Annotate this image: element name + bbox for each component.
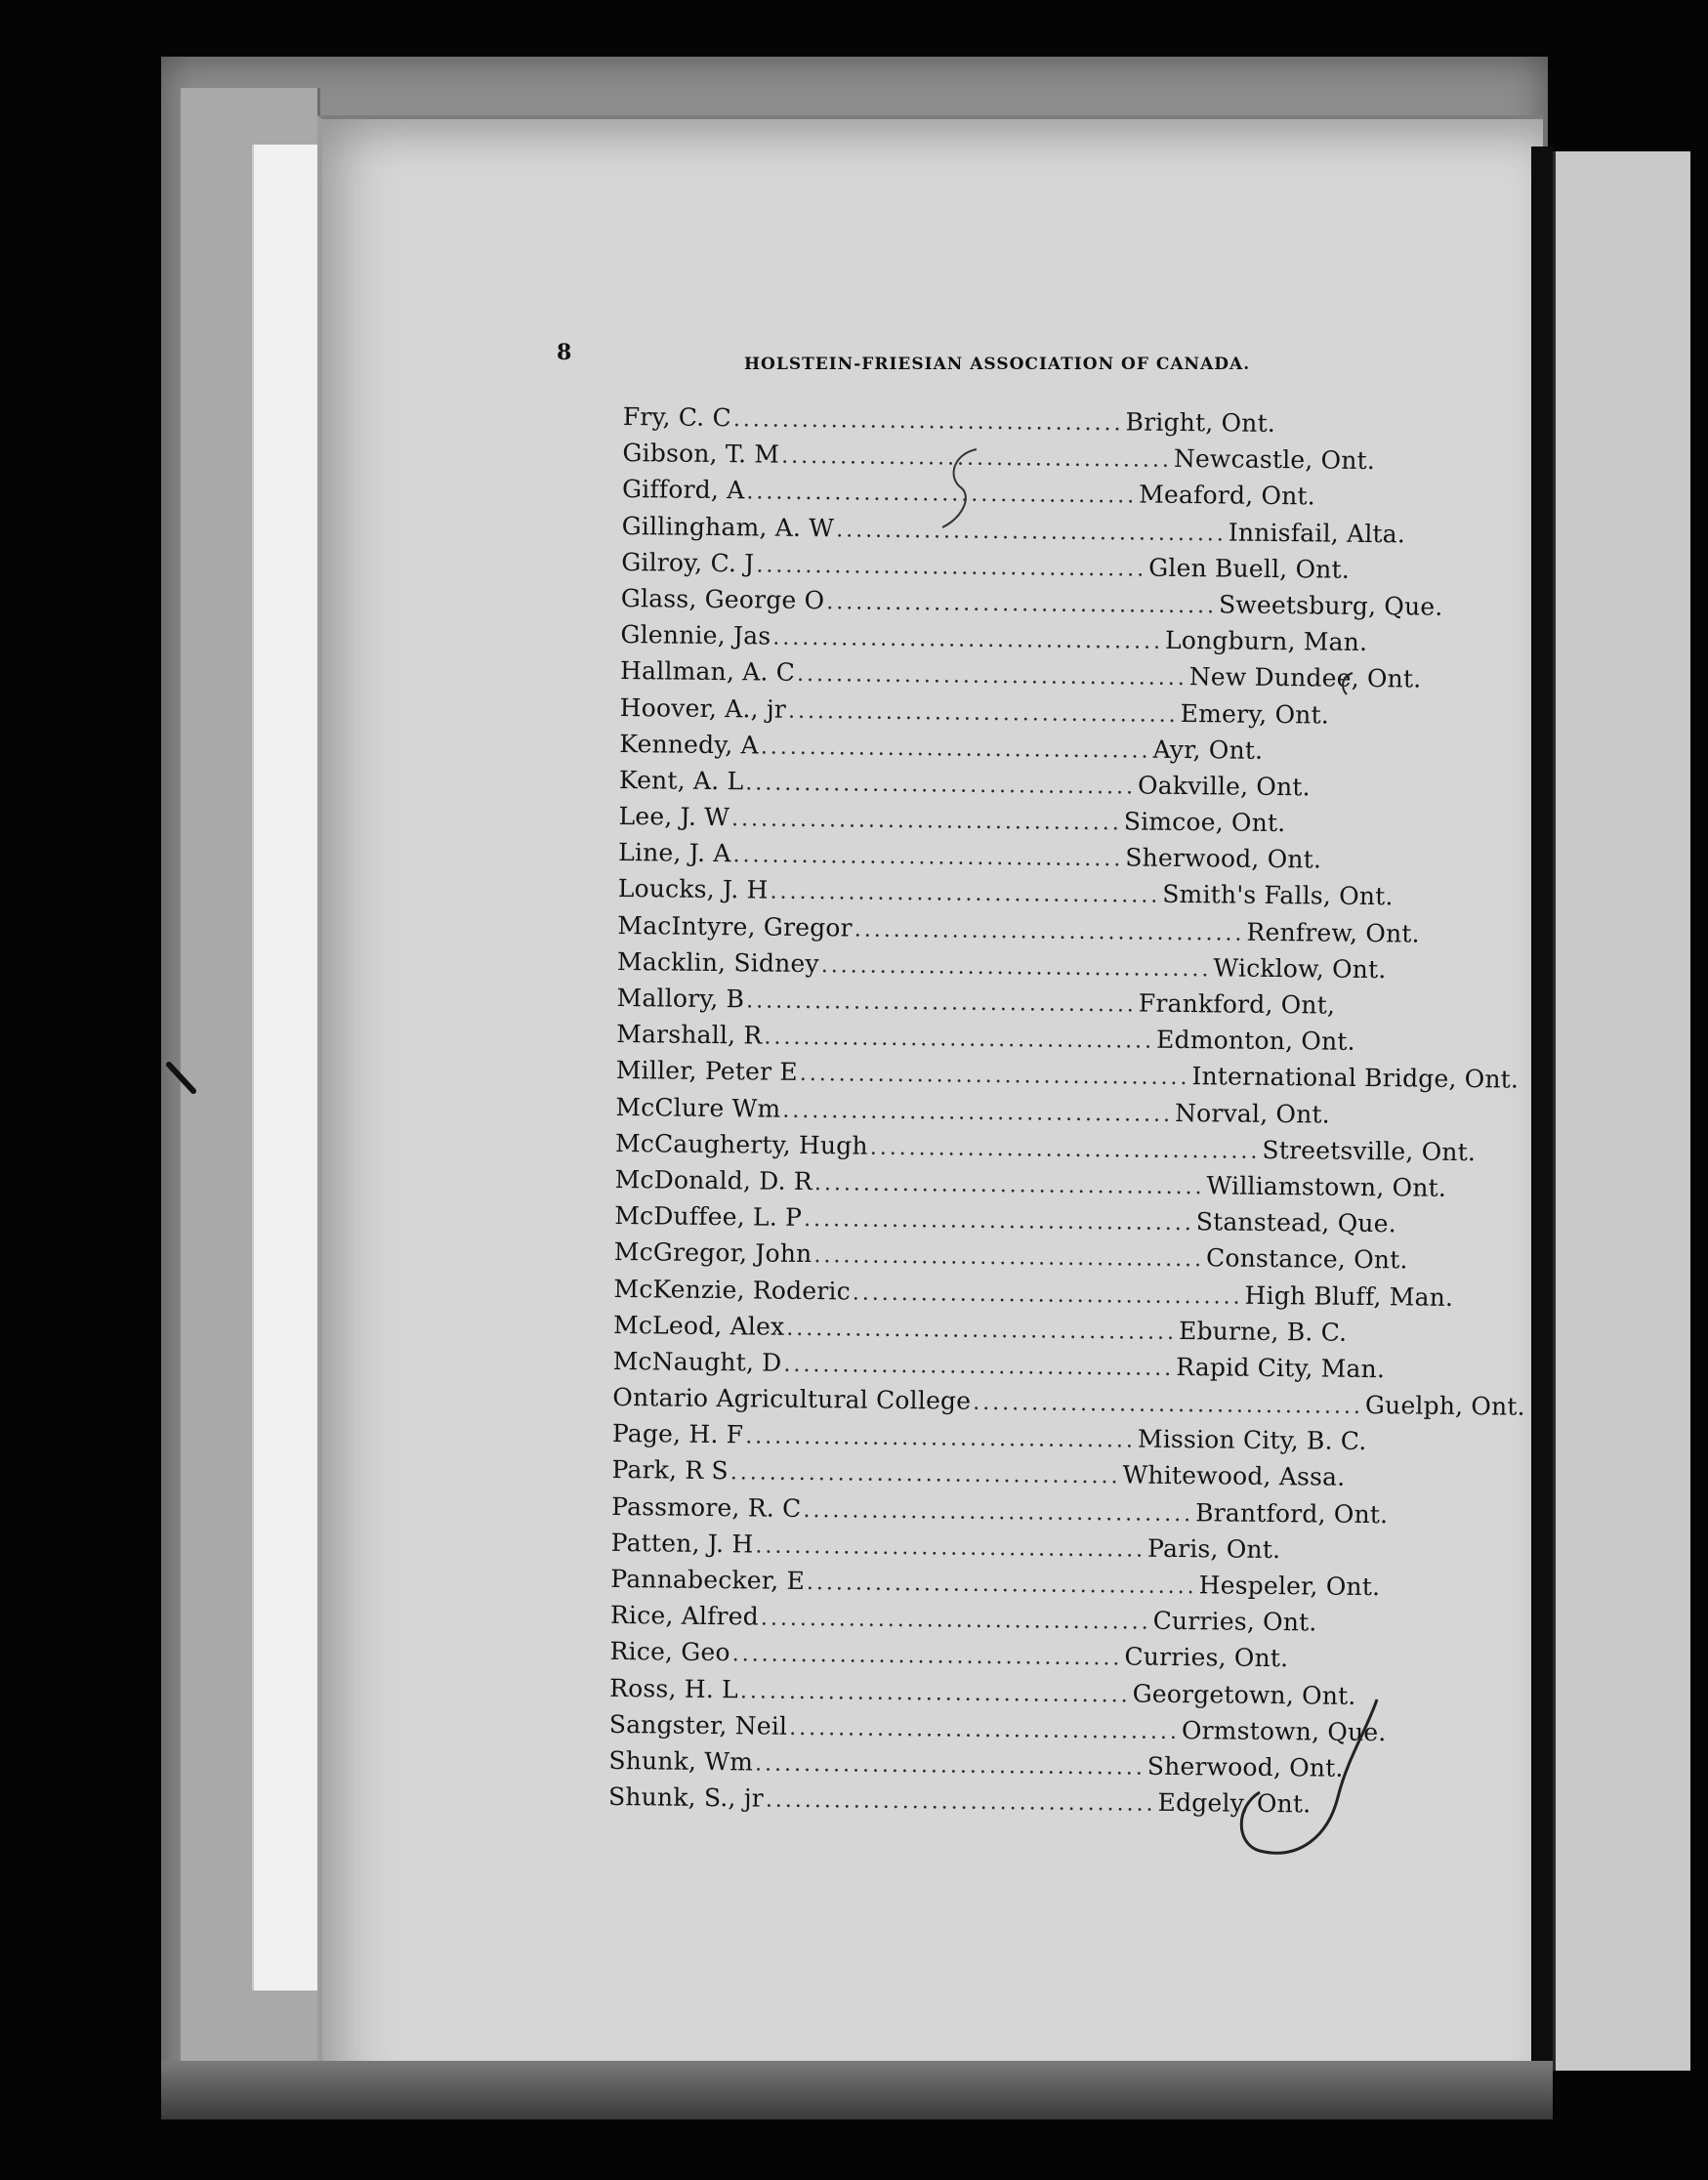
member-name: Gillingham, A. W bbox=[621, 511, 835, 542]
dot-leader: ........................................ bbox=[782, 1098, 1174, 1127]
member-name: McLeod, Alex bbox=[612, 1310, 785, 1341]
member-location: Newcastle, Ont. bbox=[1173, 444, 1376, 476]
member-location: Rapid City, Man. bbox=[1176, 1352, 1386, 1384]
dot-leader: ........................................ bbox=[746, 480, 1138, 509]
member-location: Norval, Ont. bbox=[1174, 1098, 1331, 1129]
dot-leader: ........................................ bbox=[799, 1062, 1190, 1091]
member-location: Ormstown, Que. bbox=[1181, 1715, 1387, 1747]
dot-leader: ........................................ bbox=[731, 1642, 1123, 1671]
binding-gutter bbox=[1531, 147, 1553, 2090]
member-location: Sweetsburg, Que. bbox=[1218, 590, 1443, 621]
member-name: Fry, C. C bbox=[622, 402, 732, 433]
member-name: Shunk, S., jr bbox=[607, 1782, 765, 1813]
member-name: Ontario Agricultural College bbox=[612, 1383, 972, 1415]
member-name: McGregor, John bbox=[613, 1237, 812, 1269]
dot-leader: ........................................ bbox=[854, 917, 1245, 946]
member-location: Stanstead, Que. bbox=[1195, 1207, 1396, 1238]
dot-leader: ........................................ bbox=[730, 807, 1122, 836]
dot-leader: ........................................ bbox=[852, 1280, 1243, 1310]
member-location: Edmonton, Ont. bbox=[1155, 1025, 1355, 1057]
member-name: Ross, H. L bbox=[609, 1673, 739, 1703]
pencil-squiggle-mark bbox=[1230, 1690, 1387, 1875]
member-location: Hespeler, Ont. bbox=[1198, 1571, 1381, 1602]
member-location: Whitewood, Assa. bbox=[1122, 1460, 1346, 1492]
member-location: Frankford, Ont, bbox=[1138, 988, 1336, 1020]
member-name: Patten, J. H bbox=[610, 1528, 754, 1559]
member-name: Rice, Geo bbox=[609, 1637, 730, 1667]
member-location: Eburne, B. C. bbox=[1178, 1316, 1348, 1347]
member-location: High Bluff, Man. bbox=[1244, 1280, 1454, 1312]
facing-page-edge bbox=[1553, 151, 1690, 2071]
dot-leader: ........................................ bbox=[764, 1025, 1155, 1054]
dot-leader: ........................................ bbox=[803, 1207, 1194, 1237]
dot-leader: ........................................ bbox=[756, 553, 1147, 582]
member-location: Longburn, Man. bbox=[1164, 625, 1368, 657]
member-name: McCaugherty, Hugh bbox=[614, 1128, 868, 1160]
member-name: MacIntyre, Gregor bbox=[617, 910, 853, 943]
dot-leader: ........................................ bbox=[745, 771, 1137, 800]
member-location: Meaford, Ont. bbox=[1139, 480, 1315, 511]
dot-leader: ........................................ bbox=[796, 662, 1187, 692]
member-name: Macklin, Sidney bbox=[616, 946, 819, 978]
member-location: Sherwood, Ont. bbox=[1125, 843, 1322, 874]
member-location: Glen Buell, Ont. bbox=[1148, 553, 1351, 584]
dot-leader: ........................................ bbox=[803, 1497, 1194, 1527]
dot-leader: ........................................ bbox=[813, 1171, 1205, 1200]
member-location: Ayr, Ont. bbox=[1152, 734, 1264, 765]
member-name: Loucks, J. H bbox=[617, 874, 769, 905]
dot-leader: ........................................ bbox=[732, 407, 1124, 437]
dot-leader: ........................................ bbox=[806, 1571, 1197, 1600]
dot-leader: ........................................ bbox=[787, 698, 1179, 728]
running-head: HOLSTEIN-FRIESIAN ASSOCIATION OF CANADA. bbox=[744, 355, 1251, 374]
dot-leader: ........................................ bbox=[973, 1390, 1364, 1420]
pencil-scribble-mark bbox=[933, 444, 991, 532]
member-location: Emery, Ont. bbox=[1180, 698, 1330, 730]
member-location: Curries, Ont. bbox=[1152, 1606, 1317, 1637]
dot-leader: ........................................ bbox=[770, 880, 1161, 909]
member-location: Paris, Ont. bbox=[1147, 1533, 1281, 1564]
member-name: Glennie, Jas bbox=[620, 620, 771, 650]
dot-leader: ........................................ bbox=[789, 1715, 1181, 1744]
dot-leader: ........................................ bbox=[836, 517, 1228, 547]
member-location: Sherwood, Ont. bbox=[1146, 1751, 1344, 1782]
member-name: Passmore, R. C bbox=[611, 1491, 802, 1523]
dot-leader: ........................................ bbox=[760, 734, 1151, 764]
member-name: McClure Wm bbox=[615, 1092, 781, 1123]
member-name: Line, J. A bbox=[618, 838, 731, 868]
dot-leader: ........................................ bbox=[732, 843, 1124, 872]
member-name: Sangster, Neil bbox=[608, 1709, 788, 1740]
member-name: Hallman, A. C bbox=[619, 656, 796, 688]
member-location: Mission City, B. C. bbox=[1137, 1424, 1367, 1456]
dot-leader: ........................................ bbox=[754, 1751, 1146, 1781]
member-name: McDuffee, L. P bbox=[614, 1201, 803, 1233]
margin-curl-mark bbox=[1333, 669, 1362, 698]
member-location: Guelph, Ont. bbox=[1364, 1391, 1525, 1421]
member-name: Hoover, A., jr bbox=[619, 692, 787, 724]
member-name: McDonald, D. R bbox=[614, 1164, 813, 1196]
dot-leader: ........................................ bbox=[783, 1352, 1175, 1381]
dot-leader: ........................................ bbox=[745, 1424, 1137, 1453]
member-location: Edgely, Ont. bbox=[1157, 1787, 1312, 1819]
member-name: McKenzie, Roderic bbox=[613, 1274, 852, 1305]
member-location: New Dundee, Ont. bbox=[1188, 662, 1422, 693]
dot-leader: ........................................ bbox=[739, 1678, 1131, 1708]
member-name: Gilroy, C. J bbox=[621, 547, 755, 578]
member-name: Mallory, B bbox=[616, 983, 745, 1014]
member-name: Shunk, Wm bbox=[608, 1745, 754, 1777]
dot-leader: ........................................ bbox=[813, 1243, 1205, 1273]
member-location: Brantford, Ont. bbox=[1195, 1497, 1389, 1529]
member-location: Georgetown, Ont. bbox=[1132, 1679, 1356, 1710]
member-location: Constance, Ont. bbox=[1205, 1243, 1408, 1275]
member-name: Miller, Peter E bbox=[615, 1056, 798, 1087]
member-name: Lee, J. W bbox=[618, 802, 730, 832]
member-location: Williamstown, Ont. bbox=[1206, 1171, 1447, 1202]
dot-leader: ........................................ bbox=[746, 988, 1138, 1018]
member-name: Gifford, A bbox=[621, 475, 745, 505]
member-list bbox=[607, 402, 1525, 1826]
member-location: Innisfail, Alta. bbox=[1228, 518, 1406, 548]
member-name: Park, R S bbox=[611, 1455, 729, 1486]
member-location: Curries, Ont. bbox=[1124, 1642, 1289, 1673]
dot-leader: ........................................ bbox=[772, 625, 1164, 654]
dot-leader: ........................................ bbox=[869, 1135, 1261, 1164]
dot-leader: ........................................ bbox=[781, 443, 1173, 474]
member-name: McNaught, D bbox=[612, 1346, 782, 1377]
member-location: Oakville, Ont. bbox=[1137, 771, 1311, 802]
member-location: Bright, Ont. bbox=[1125, 407, 1276, 438]
dot-leader: ........................................ bbox=[765, 1787, 1156, 1817]
member-location: International Bridge, Ont. bbox=[1191, 1062, 1520, 1095]
member-location: Renfrew, Ont. bbox=[1246, 917, 1420, 948]
member-location: Streetsville, Ont. bbox=[1262, 1135, 1477, 1166]
member-name: Rice, Alfred bbox=[609, 1601, 760, 1631]
dot-leader: ........................................ bbox=[755, 1533, 1146, 1563]
dot-leader: ........................................ bbox=[826, 590, 1218, 619]
member-name: Page, H. F bbox=[611, 1419, 744, 1449]
member-name: Glass, George O bbox=[620, 583, 825, 615]
dot-leader: ........................................ bbox=[820, 952, 1212, 983]
page-number: 8 bbox=[557, 340, 572, 365]
margin-tick-mark bbox=[164, 1060, 203, 1099]
dot-leader: ........................................ bbox=[786, 1316, 1178, 1345]
member-location: Wicklow, Ont. bbox=[1213, 953, 1387, 985]
member-name: Pannabecker, E bbox=[610, 1564, 806, 1596]
member-name: Kennedy, A bbox=[619, 729, 760, 760]
member-name: Kent, A. L bbox=[618, 765, 744, 796]
dot-leader: ........................................ bbox=[729, 1460, 1121, 1489]
dot-leader: ........................................ bbox=[760, 1606, 1151, 1635]
member-location: Smith's Falls, Ont. bbox=[1162, 880, 1394, 911]
bottom-shadow bbox=[161, 2061, 1553, 2119]
member-name: Gibson, T. M bbox=[622, 439, 780, 469]
member-location: Simcoe, Ont. bbox=[1123, 807, 1286, 838]
member-name: Marshall, R bbox=[616, 1020, 763, 1050]
